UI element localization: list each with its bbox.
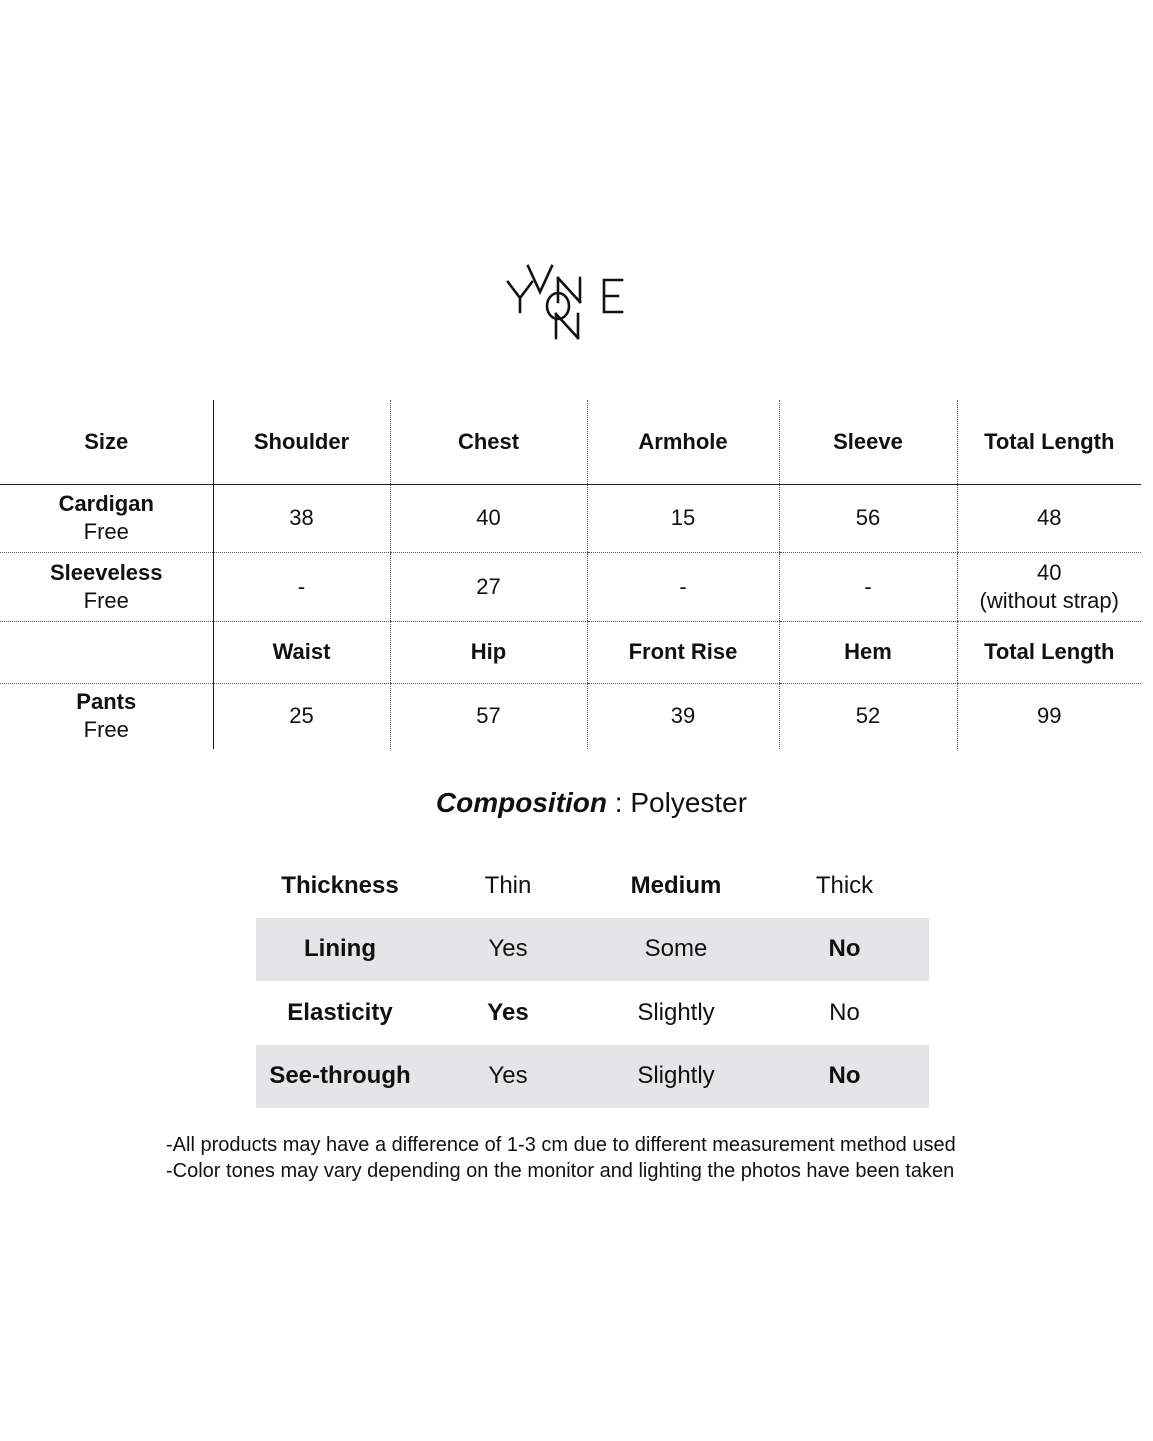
pants-header-row — [0, 621, 1141, 683]
cardigan-chest: 40 — [390, 484, 587, 552]
cardigan-label — [0, 484, 213, 552]
pants-name: Pants — [76, 689, 137, 715]
attribute-option-selected: No — [828, 1062, 861, 1090]
attribute-option-selected: No — [828, 935, 861, 963]
header-hem: Hem — [779, 621, 957, 683]
pants-row — [0, 683, 1141, 749]
attribute-name: Lining — [304, 935, 376, 963]
attribute-row-elasticity — [256, 981, 929, 1045]
header-front-rise: Front Rise — [587, 621, 779, 683]
cardigan-total-length: 48 — [957, 484, 1141, 552]
header-chest: Chest — [390, 400, 587, 484]
attribute-row-thickness — [256, 854, 929, 918]
header-hip: Hip — [390, 621, 587, 683]
pants-header-blank — [0, 621, 213, 683]
cardigan-armhole: 15 — [587, 484, 779, 552]
attribute-name: Elasticity — [287, 998, 393, 1026]
attribute-option-selected: Yes — [487, 998, 529, 1026]
composition-separator: : — [614, 787, 623, 818]
pants-hip: 57 — [390, 683, 587, 749]
pants-front-rise: 39 — [587, 683, 779, 749]
disclaimer-notes — [166, 1132, 956, 1184]
pants-total-length: 99 — [957, 683, 1141, 749]
sleeveless-total-length-value: 40 — [1037, 559, 1062, 585]
header-pants-total-length: Total Length — [957, 621, 1141, 683]
sleeveless-chest: 27 — [390, 552, 587, 621]
sleeveless-armhole: - — [587, 552, 779, 621]
sleeveless-shoulder: - — [213, 552, 390, 621]
composition-value: Polyester — [630, 787, 748, 818]
cardigan-size: Free — [83, 519, 129, 544]
size-table-header-row — [0, 400, 1141, 484]
attribute-row-lining — [256, 918, 929, 982]
size-table — [0, 400, 1141, 749]
attribute-option: Thick — [815, 871, 874, 899]
cardigan-shoulder: 38 — [213, 484, 390, 552]
composition-label: Composition — [435, 787, 608, 818]
header-size: Size — [0, 400, 213, 484]
attribute-option-selected: Medium — [630, 871, 722, 899]
sleeveless-row — [0, 552, 1141, 621]
note-measurement: -All products may have a difference of 1-3 cm due to different measurement method used — [166, 1134, 956, 1156]
pants-label — [0, 683, 213, 749]
note-color: -Color tones may vary depending on the monitor and lighting the photos have been taken — [166, 1160, 955, 1182]
attribute-option: Yes — [488, 1062, 528, 1090]
sleeveless-label — [0, 552, 213, 621]
sleeveless-name: Sleeveless — [49, 559, 163, 585]
attribute-option: Slightly — [637, 1062, 715, 1090]
attribute-option: Some — [644, 935, 708, 963]
header-armhole: Armhole — [587, 400, 779, 484]
attribute-option: Slightly — [637, 998, 715, 1026]
fabric-attributes-table — [256, 854, 929, 1108]
cardigan-row — [0, 484, 1141, 552]
attribute-option: Yes — [488, 935, 528, 963]
sleeveless-total-length — [957, 552, 1141, 621]
pants-size: Free — [83, 717, 129, 743]
cardigan-name: Cardigan — [58, 491, 154, 516]
sleeveless-total-length-note: (without strap) — [979, 587, 1119, 613]
attribute-option: No — [829, 998, 860, 1026]
header-sleeve: Sleeve — [779, 400, 957, 484]
attribute-name: See-through — [269, 1062, 411, 1090]
header-total-length: Total Length — [957, 400, 1141, 484]
pants-hem: 52 — [779, 683, 957, 749]
cardigan-sleeve: 56 — [779, 484, 957, 552]
attribute-name: Thickness — [281, 871, 399, 899]
sleeveless-size: Free — [83, 587, 129, 613]
sleeveless-sleeve: - — [779, 552, 957, 621]
attribute-option: Thin — [484, 871, 532, 899]
brand-logo — [500, 262, 630, 346]
attribute-row-see-through — [256, 1045, 929, 1109]
pants-waist: 25 — [289, 703, 314, 729]
composition-line — [0, 787, 1153, 819]
header-waist: Waist — [213, 621, 390, 683]
header-shoulder: Shoulder — [213, 400, 390, 484]
